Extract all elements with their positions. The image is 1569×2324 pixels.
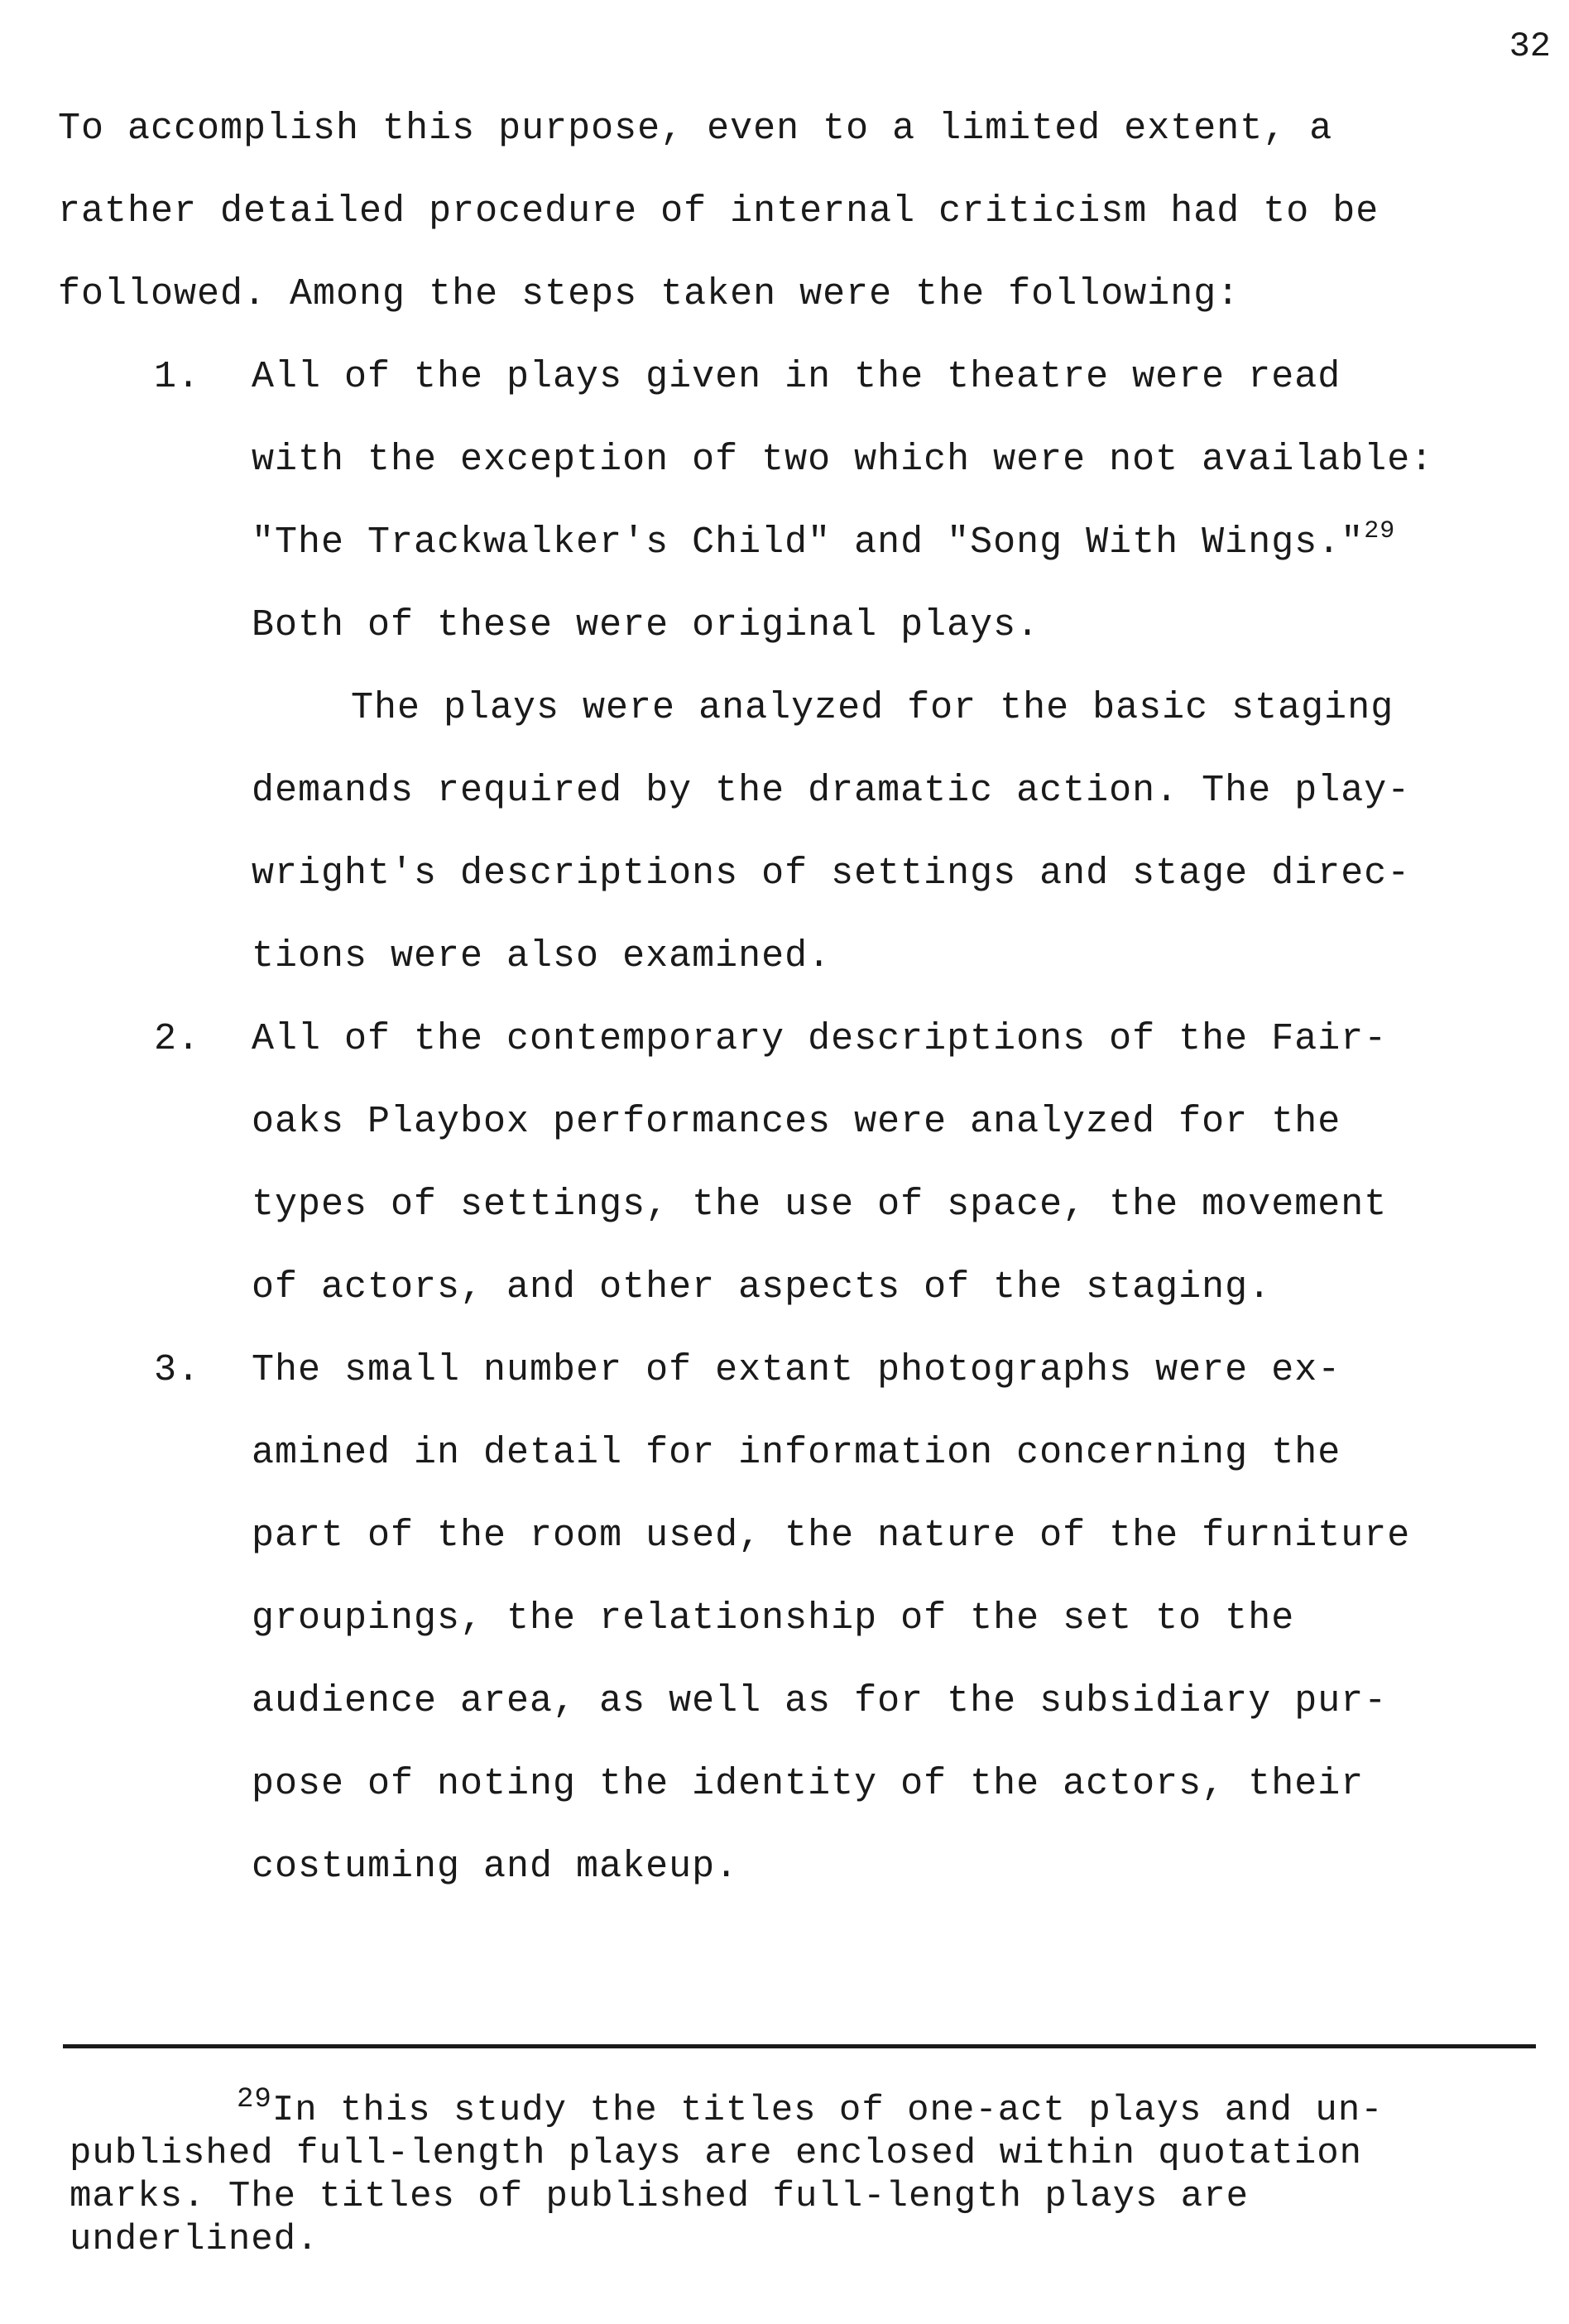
footnote-text: In this study the titles of one-act plays and un-	[271, 2090, 1384, 2131]
list-item-line-with-footnote-ref	[252, 502, 1395, 584]
list-item-number: 2.	[154, 1018, 201, 1060]
list-item-line: part of the room used, the nature of the furniture	[252, 1515, 1411, 1557]
list-item-line: All of the plays given in the theatre were read	[252, 356, 1341, 398]
list-item-line: All of the contemporary descriptions of the Fair-	[252, 1018, 1388, 1060]
page-number: 32	[1509, 26, 1551, 66]
sub-paragraph-line: The plays were analyzed for the basic staging	[351, 687, 1394, 729]
body-text-line: To accomplish this purpose, even to a limited extent, a	[58, 108, 1333, 150]
list-item-line: "The Trackwalker's Child" and "Song With Wings."	[252, 521, 1365, 564]
footnote-reference: 29	[1364, 517, 1396, 545]
footnote-number: 29	[237, 2084, 272, 2115]
list-item-line: oaks Playbox performances were analyzed for the	[252, 1101, 1341, 1143]
sub-paragraph-line: tions were also examined.	[252, 935, 832, 977]
sub-paragraph-line: demands required by the dramatic action. The play-	[252, 770, 1411, 812]
footnote-line: published full-length plays are enclosed within quotation	[70, 2133, 1363, 2174]
list-item-line: costuming and makeup.	[252, 1846, 739, 1888]
footnote-divider	[63, 2044, 1536, 2048]
list-item-number: 3.	[154, 1349, 201, 1391]
list-item-line: The small number of extant photographs were ex-	[252, 1349, 1341, 1391]
list-item-line: with the exception of two which were not available:	[252, 439, 1434, 481]
list-item-line: amined in detail for information concerning the	[252, 1432, 1341, 1474]
list-item-line: types of settings, the use of space, the movement	[252, 1184, 1388, 1226]
footnote-line: underlined.	[70, 2219, 319, 2260]
footnote-line	[237, 2084, 1384, 2132]
list-item-line: of actors, and other aspects of the staging.	[252, 1266, 1272, 1308]
body-text-line: followed. Among the steps taken were the following:	[58, 273, 1240, 315]
footnote-line: marks. The titles of published full-length plays are	[70, 2176, 1250, 2217]
list-item-line: audience area, as well as for the subsidiary pur-	[252, 1680, 1388, 1722]
list-item-line: pose of noting the identity of the actors, their	[252, 1763, 1365, 1805]
list-item-number: 1.	[154, 356, 201, 398]
sub-paragraph-line: wright's descriptions of settings and stage direc-	[252, 852, 1411, 895]
list-item-line: Both of these were original plays.	[252, 604, 1040, 646]
list-item-line: groupings, the relationship of the set to the	[252, 1597, 1295, 1640]
body-text-line: rather detailed procedure of internal criticism had to be	[58, 190, 1379, 233]
